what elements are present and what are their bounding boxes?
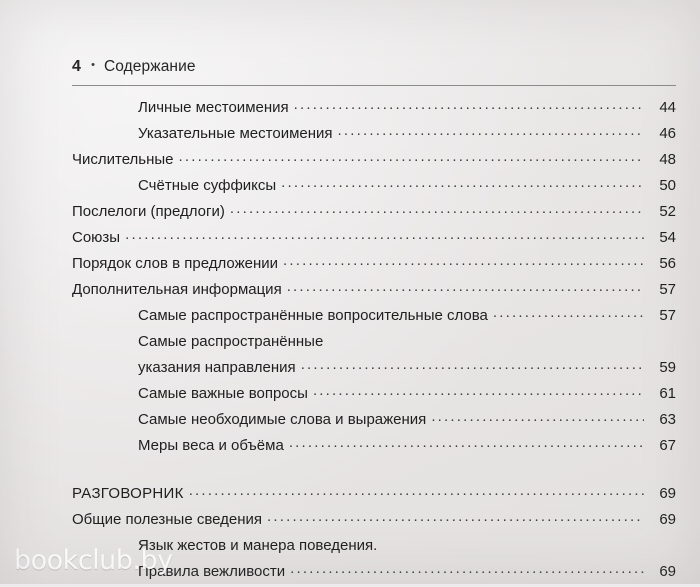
- toc-entry[interactable]: [72, 383, 676, 409]
- toc-entry-label: Общие полезные сведения: [72, 511, 263, 528]
- toc-entry-page: 56: [659, 255, 676, 272]
- toc-entry-page: 52: [659, 203, 676, 220]
- toc-leader-dots: [287, 279, 644, 294]
- toc-entry[interactable]: [72, 483, 676, 509]
- toc-leader-dots: [283, 253, 644, 268]
- toc-entry[interactable]: [72, 331, 676, 357]
- toc-entry-page: 48: [659, 151, 676, 168]
- toc-leader-dots: [338, 123, 644, 138]
- toc-entry-label: Счётные суффиксы: [138, 177, 277, 194]
- toc-entry-page: 57: [659, 307, 676, 324]
- toc-entry[interactable]: [72, 305, 676, 331]
- toc-leader-dots: [267, 509, 644, 524]
- toc-entry-label: Указательные местоимения: [138, 125, 333, 142]
- toc-entry[interactable]: [72, 123, 676, 149]
- toc-entry-label: Правила вежливости: [138, 563, 286, 580]
- toc-leader-dots: [281, 175, 644, 190]
- toc-entry-label: Послелоги (предлоги): [72, 203, 225, 220]
- toc-entry-page: 46: [659, 125, 676, 142]
- page-title: Содержание: [103, 58, 196, 75]
- toc-entry-page: 59: [659, 359, 676, 376]
- toc-entry-label: указания направления: [138, 359, 296, 376]
- toc-entry[interactable]: [72, 201, 676, 227]
- bullet-separator-icon: •: [91, 59, 95, 71]
- toc-entry-label: Союзы: [72, 229, 121, 246]
- toc-entry-label: Самые важные вопросы: [138, 385, 308, 402]
- watermark: bookclub.by: [14, 545, 173, 576]
- toc-entry[interactable]: [72, 279, 676, 305]
- toc-leader-dots: [382, 535, 644, 550]
- toc-entry-page: 61: [659, 385, 676, 402]
- toc-entry-page: 63: [659, 411, 676, 428]
- toc-entry-page: 57: [659, 281, 676, 298]
- toc-entry[interactable]: [72, 149, 676, 175]
- toc-entry-page: 50: [659, 177, 676, 194]
- toc-entry-label: Дополнительная информация: [72, 281, 282, 298]
- toc-entry[interactable]: [72, 357, 676, 383]
- toc-entry-label: Числительные: [72, 151, 174, 168]
- page-header: [72, 58, 680, 76]
- toc-leader-dots: [294, 97, 644, 112]
- toc-entry-page: 54: [659, 229, 676, 246]
- toc-leader-dots: [179, 149, 644, 164]
- toc-entry-page: 69: [659, 563, 676, 580]
- header-divider: [72, 85, 676, 86]
- toc-leader-dots: [289, 435, 644, 450]
- toc-leader-dots: [125, 227, 644, 242]
- toc-entry[interactable]: [72, 435, 676, 461]
- toc-entry[interactable]: [72, 409, 676, 435]
- toc-entry[interactable]: [72, 509, 676, 535]
- toc-leader-dots: [493, 305, 644, 320]
- toc-leader-dots: [230, 201, 644, 216]
- toc-entry[interactable]: [72, 227, 676, 253]
- toc-entry-label: Язык жестов и манера поведения.: [138, 537, 378, 554]
- toc-leader-dots: [328, 331, 644, 346]
- toc-leader-dots: [313, 383, 644, 398]
- toc-entry-label: Личные местоимения: [138, 99, 289, 116]
- toc-entry-label: Порядок слов в предложении: [72, 255, 279, 272]
- toc-leader-dots: [189, 483, 644, 498]
- toc-leader-dots: [290, 561, 644, 576]
- toc-leader-dots: [431, 409, 644, 424]
- toc-entry-label: РАЗГОВОРНИК: [72, 485, 184, 502]
- toc-entry[interactable]: [72, 253, 676, 279]
- toc-spacer: [72, 461, 676, 483]
- page-number: 4: [72, 58, 82, 75]
- toc-entry-label: Самые распространённые вопросительные слова: [138, 307, 488, 324]
- toc-entry-page: 67: [659, 437, 676, 454]
- toc-entry[interactable]: [72, 175, 676, 201]
- table-of-contents: [72, 97, 676, 587]
- toc-entry[interactable]: [72, 97, 676, 123]
- toc-entry-label: Самые необходимые слова и выражения: [138, 411, 427, 428]
- toc-entry-page: 69: [659, 511, 676, 528]
- toc-entry-page: 69: [659, 485, 676, 502]
- toc-entry-page: 44: [659, 99, 676, 116]
- toc-entry-label: Меры веса и объёма: [138, 437, 284, 454]
- toc-leader-dots: [301, 357, 644, 372]
- toc-entry-label: Самые распространённые: [138, 333, 324, 350]
